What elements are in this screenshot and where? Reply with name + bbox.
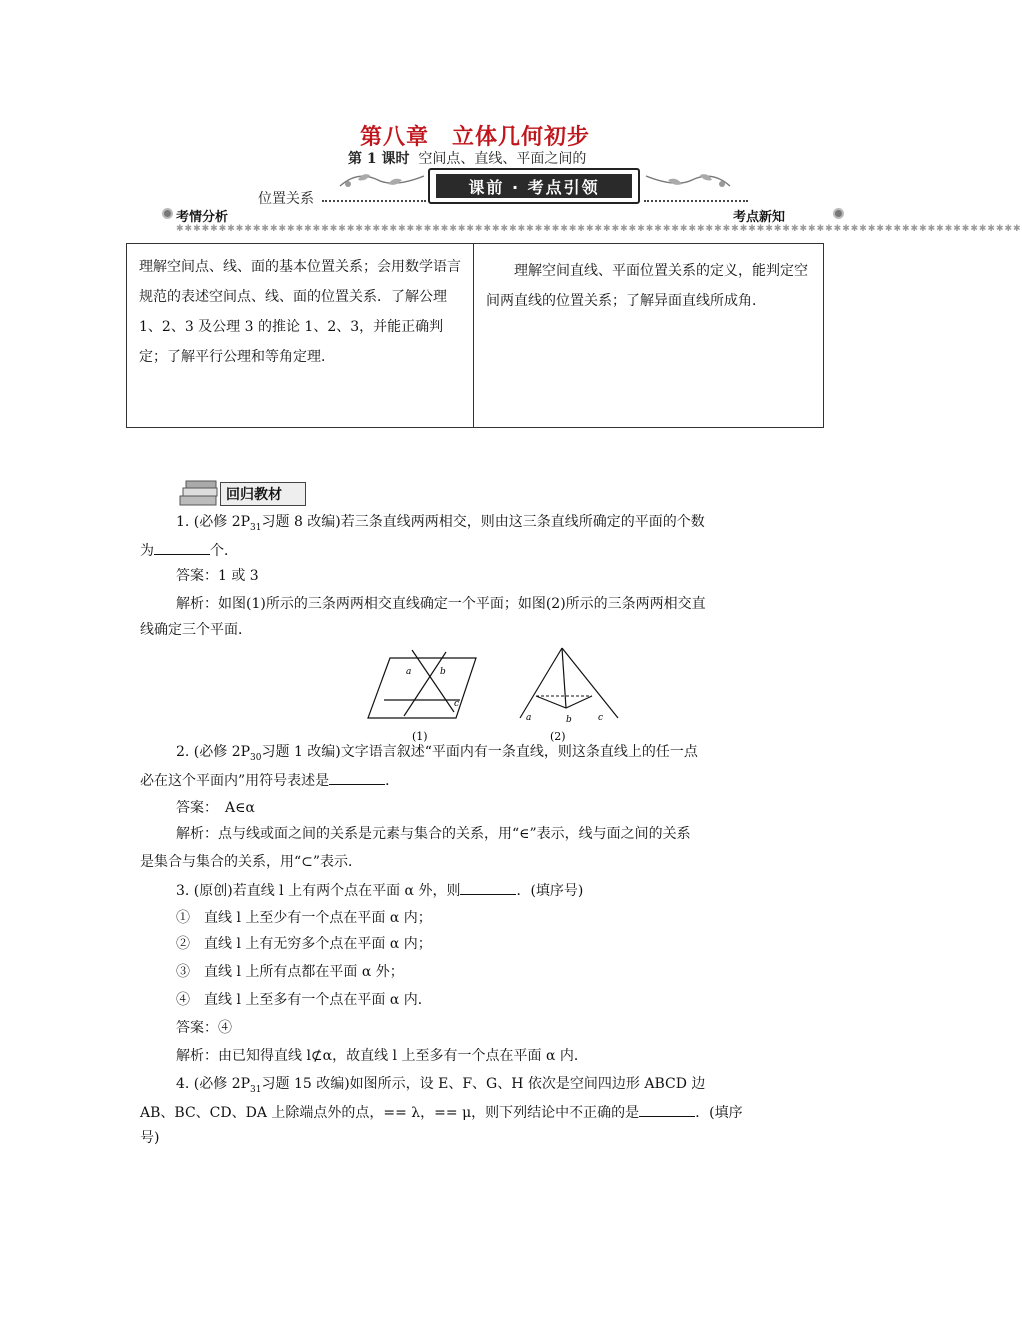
fig1-label-b: b xyxy=(440,667,446,677)
bullet-left-icon xyxy=(162,208,173,219)
q1-analysis-2: 线确定三个平面． xyxy=(140,622,252,638)
figure-planes xyxy=(360,644,622,744)
chapter-title: 第八章 立体几何初步 xyxy=(359,124,590,150)
q2-stem xyxy=(140,742,820,768)
q2-sub: 30 xyxy=(250,752,262,763)
fig2-caption: (2) xyxy=(550,730,566,743)
q3-stem-b: ．(填序号) xyxy=(516,883,584,899)
objectives-left-cell: 理解空间点、线、面的基本位置关系；会用数学语言规范的表述空间点、线、面的位置关系．了解公理 1、2、3 及公理 3 的推论 1、2、3，并能正确判定；了解平行公理和等角定理． xyxy=(127,244,474,428)
dotted-rule-right xyxy=(644,200,748,202)
q4-blank[interactable] xyxy=(639,1102,695,1117)
q1-line2a: 为 xyxy=(140,543,154,559)
q2-analysis-2: 是集合与集合的关系，用“⊂”表示． xyxy=(140,854,363,870)
star-divider: ✱✱✱✱✱✱✱✱✱✱✱✱✱✱✱✱✱✱✱✱✱✱✱✱✱✱✱✱✱✱✱✱✱✱✱✱✱✱✱✱✱✱✱✱✱✱✱✱✱✱✱✱✱✱✱✱✱✱✱✱✱✱✱✱✱✱✱✱✱✱✱✱✱✱✱✱✱✱✱✱✱✱✱✱✱✱✱✱✱✱✱✱✱✱✱✱✱✱✱ xyxy=(176,224,1022,234)
label-exam-analysis: 考情分析 xyxy=(176,210,229,225)
q2-line2-text: 必在这个平面内”用符号表述是 xyxy=(140,773,330,789)
books-icon xyxy=(178,478,222,508)
q2-answer: 答案： A∈α xyxy=(176,800,255,816)
objectives-right-cell xyxy=(474,244,824,428)
q1-sub: 31 xyxy=(250,522,262,533)
objectives-right-text: 理解空间直线、平面位置关系的定义，能判定空间两直线的位置关系；了解异面直线所成角． xyxy=(486,263,808,309)
q1-prefix: 1. (必修 2P xyxy=(176,514,251,530)
bullet-right-icon xyxy=(833,208,844,219)
q3-option-1: ① 直线 l 上至少有一个点在平面 α 内； xyxy=(176,910,432,926)
lesson-heading xyxy=(348,148,586,168)
q1-answer: 答案：1 或 3 xyxy=(176,568,259,584)
lesson-title-a: 空间点、直线、平面之间的 xyxy=(418,151,587,167)
q1-blank[interactable] xyxy=(154,540,210,555)
banner-text: 课前 · 考点引领 xyxy=(436,174,632,198)
q4-line3: 号) xyxy=(140,1130,160,1146)
q2-text: 习题 1 改编)文字语言叙述“平面内有一条直线，则这条直线上的任一点 xyxy=(261,744,698,760)
section-title: 回归教材 xyxy=(226,487,282,503)
q4-line2a: AB、BC、CD、DA 上除端点外的点，== λ，== μ，则下列结论中不正确的是 xyxy=(140,1105,640,1121)
q3-option-3: ③ 直线 l 上所有点都在平面 α 外； xyxy=(176,964,404,980)
fig2-label-c: c xyxy=(598,713,604,723)
q4-text: 习题 15 改编)如图所示，设 E、F、G、H 依次是空间四边形 ABCD 边 xyxy=(261,1076,706,1092)
q3-analysis: 解析：由已知得直线 l⊄α，故直线 l 上至多有一个点在平面 α 内． xyxy=(176,1048,588,1064)
q2-blank[interactable] xyxy=(329,770,385,785)
q1-line2 xyxy=(140,540,820,561)
ornament-left-icon xyxy=(338,166,426,196)
q4-prefix: 4. (必修 2P xyxy=(176,1076,251,1092)
q4-stem xyxy=(140,1074,820,1100)
q1-line2b: 个． xyxy=(210,543,238,559)
ornament-right-icon xyxy=(644,166,732,196)
figure-1 xyxy=(368,650,476,743)
q2-analysis-1: 解析：点与线或面之间的关系是元素与集合的关系，用“∈”表示，线与面之间的关系 xyxy=(176,826,691,842)
lesson-number: 第 1 课时 xyxy=(348,151,410,167)
objectives-table xyxy=(126,243,824,428)
fig1-label-c: c xyxy=(454,699,460,709)
label-new-knowledge: 考点新知 xyxy=(733,210,786,225)
q2-line2 xyxy=(140,770,820,791)
fig1-label-a: a xyxy=(406,667,412,677)
q4-line2b: ．(填序 xyxy=(695,1105,743,1121)
q1-stem xyxy=(140,512,820,538)
lesson-title-b: 位置关系 xyxy=(258,191,314,207)
figure-2 xyxy=(520,648,618,743)
q4-line2 xyxy=(140,1102,820,1123)
q1-text: 习题 8 改编)若三条直线两两相交，则由这三条直线所确定的平面的个数 xyxy=(261,514,705,530)
q3-blank[interactable] xyxy=(460,880,516,895)
q1-analysis-1: 解析：如图(1)所示的三条两两相交直线确定一个平面；如图(2)所示的三条两两相交直 xyxy=(176,596,706,612)
dotted-rule-left xyxy=(322,200,426,202)
q4-sub: 31 xyxy=(250,1084,262,1095)
q2-prefix: 2. (必修 2P xyxy=(176,744,251,760)
q3-option-2: ② 直线 l 上有无穷多个点在平面 α 内； xyxy=(176,936,432,952)
q3-stem-a: 3. (原创)若直线 l 上有两个点在平面 α 外，则 xyxy=(176,883,461,899)
fig2-label-b: b xyxy=(566,715,572,725)
fig2-label-a: a xyxy=(526,713,532,723)
q3-stem xyxy=(140,880,820,901)
section-banner xyxy=(428,168,640,204)
q2-line2-end: ． xyxy=(385,773,400,789)
q3-option-4: ④ 直线 l 上至多有一个点在平面 α 内． xyxy=(176,992,432,1008)
fig1-caption: (1) xyxy=(412,730,428,743)
q3-answer: 答案：④ xyxy=(176,1020,232,1036)
